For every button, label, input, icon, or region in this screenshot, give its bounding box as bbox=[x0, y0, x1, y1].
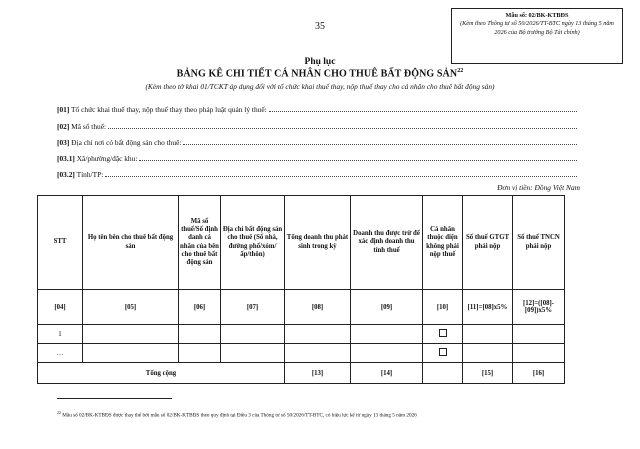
field-fill-line[interactable] bbox=[139, 154, 577, 161]
page-title bbox=[0, 68, 640, 79]
header-property-address: Địa chỉ bất động sản cho thuê (Số nhà, đường phố/xóm/ấp/thôn) bbox=[221, 196, 285, 290]
footnote-text: Mẫu số 02/BK-KTBĐS được thay thế bởi mẫu số 02/BK-KTBĐS theo quy định tại Điều 3 của Thông tư số 50/2026/TT-BTC, có hiệu lực kể từ ngày 13 tháng 5 năm 2026 bbox=[62, 412, 417, 419]
column-code: [11]=[08]x5% bbox=[463, 290, 513, 325]
header-stt: STT bbox=[38, 196, 83, 290]
total-label: Tổng cộng bbox=[38, 363, 285, 384]
field-fill-line[interactable] bbox=[269, 105, 577, 112]
column-code: [10] bbox=[423, 290, 463, 325]
total-deductible-code: [14] bbox=[351, 363, 423, 384]
table-total-row bbox=[38, 363, 565, 384]
row-stt: … bbox=[38, 344, 83, 363]
total-pit-code: [16] bbox=[513, 363, 565, 384]
table-row bbox=[38, 325, 565, 344]
column-code: [09] bbox=[351, 290, 423, 325]
column-code: [07] bbox=[221, 290, 285, 325]
total-empty-cell bbox=[423, 363, 463, 384]
form-code: Mẫu số: 02/BK-KTBĐS bbox=[505, 12, 569, 19]
table-code-row bbox=[38, 290, 565, 325]
title-text: BẢNG KÊ CHI TIẾT CÁ NHÂN CHO THUÊ BẤT ĐỘNG SẢN bbox=[176, 68, 458, 80]
page-number: 35 bbox=[315, 21, 325, 32]
column-code: [08] bbox=[285, 290, 351, 325]
total-vat-code: [15] bbox=[463, 363, 513, 384]
cell-tax-exempt bbox=[423, 344, 463, 363]
cell-lessor-tax-id[interactable] bbox=[179, 325, 221, 344]
cell-property-address[interactable] bbox=[221, 344, 285, 363]
title-footnote-ref: 22 bbox=[457, 68, 464, 74]
field-tax-code bbox=[57, 122, 579, 131]
row-stt: 1 bbox=[38, 325, 83, 344]
cell-lessor-name[interactable] bbox=[83, 325, 179, 344]
field-label: Xã/phường/đặc khu: bbox=[74, 154, 138, 163]
field-label: Địa chỉ nơi có bất động sản cho thuê: bbox=[69, 138, 182, 147]
field-commune bbox=[57, 154, 579, 163]
rental-detail-table bbox=[37, 195, 565, 384]
field-code: [03.1] bbox=[57, 154, 75, 163]
cell-lessor-name[interactable] bbox=[83, 344, 179, 363]
form-code-box bbox=[451, 8, 623, 64]
cell-pit-payable[interactable] bbox=[513, 344, 565, 363]
header-lessor-name: Họ tên bên cho thuê bất động sản bbox=[83, 196, 179, 290]
column-code: [04] bbox=[38, 290, 83, 325]
currency-unit: Đơn vị tiền: Đồng Việt Nam bbox=[497, 183, 580, 192]
field-label: Tổ chức khai thuế thay, nộp thuế thay theo pháp luật quản lý thuế: bbox=[69, 105, 267, 114]
column-code: [06] bbox=[179, 290, 221, 325]
total-revenue-code: [13] bbox=[285, 363, 351, 384]
cell-property-address[interactable] bbox=[221, 325, 285, 344]
field-fill-line[interactable] bbox=[105, 170, 577, 177]
subtitle: (Kèm theo tờ khai 01/TCKT áp dụng đối với tổ chức khai thuế thay, nộp thuế thay cho cá nhân cho thuê bất động sản) bbox=[145, 82, 495, 91]
cell-tax-exempt bbox=[423, 325, 463, 344]
header-total-revenue: Tổng doanh thu phát sinh trong kỳ bbox=[285, 196, 351, 290]
cell-total-revenue[interactable] bbox=[285, 325, 351, 344]
table-header-row bbox=[38, 196, 565, 290]
footnote-divider bbox=[57, 398, 172, 399]
cell-vat-payable[interactable] bbox=[463, 344, 513, 363]
cell-deductible-revenue[interactable] bbox=[351, 325, 423, 344]
table-row bbox=[38, 344, 565, 363]
tax-exempt-checkbox[interactable] bbox=[439, 348, 447, 356]
header-tax-exempt: Cá nhân thuộc diện không phải nộp thuế bbox=[423, 196, 463, 290]
header-deductible-revenue: Doanh thu được trừ để xác định doanh thu tính thuế bbox=[351, 196, 423, 290]
field-code: [03] bbox=[57, 138, 70, 147]
tax-exempt-checkbox[interactable] bbox=[439, 329, 447, 337]
field-label: Tỉnh/TP: bbox=[74, 170, 104, 179]
footnote bbox=[57, 410, 617, 419]
field-code: [03.2] bbox=[57, 170, 75, 179]
column-code: [05] bbox=[83, 290, 179, 325]
footnote-ref: 22 bbox=[57, 410, 61, 415]
field-label: Mã số thuế: bbox=[69, 122, 107, 131]
field-withholding-organization bbox=[57, 105, 579, 114]
field-fill-line[interactable] bbox=[183, 138, 577, 145]
form-issuance-note: (Kèm theo Thông tư số 50/2026/TT-BTC ngày 13 tháng 5 năm 2026 của Bộ trưởng Bộ Tài chính) bbox=[460, 20, 614, 36]
cell-deductible-revenue[interactable] bbox=[351, 344, 423, 363]
field-code: [02] bbox=[57, 122, 70, 131]
header-vat-payable: Số thuế GTGT phải nộp bbox=[463, 196, 513, 290]
column-code: [12]=([08]-[09])x5% bbox=[513, 290, 565, 325]
appendix-label: Phụ lục bbox=[304, 57, 336, 67]
cell-lessor-tax-id[interactable] bbox=[179, 344, 221, 363]
cell-pit-payable[interactable] bbox=[513, 325, 565, 344]
cell-total-revenue[interactable] bbox=[285, 344, 351, 363]
field-fill-line[interactable] bbox=[108, 122, 577, 129]
header-pit-payable: Số thuế TNCN phải nộp bbox=[513, 196, 565, 290]
field-code: [01] bbox=[57, 105, 70, 114]
field-property-address bbox=[57, 138, 579, 147]
header-lessor-tax-id: Mã số thuế/Số định danh cá nhân của bên cho thuê bất động sản bbox=[179, 196, 221, 290]
cell-vat-payable[interactable] bbox=[463, 325, 513, 344]
field-province bbox=[57, 170, 579, 179]
